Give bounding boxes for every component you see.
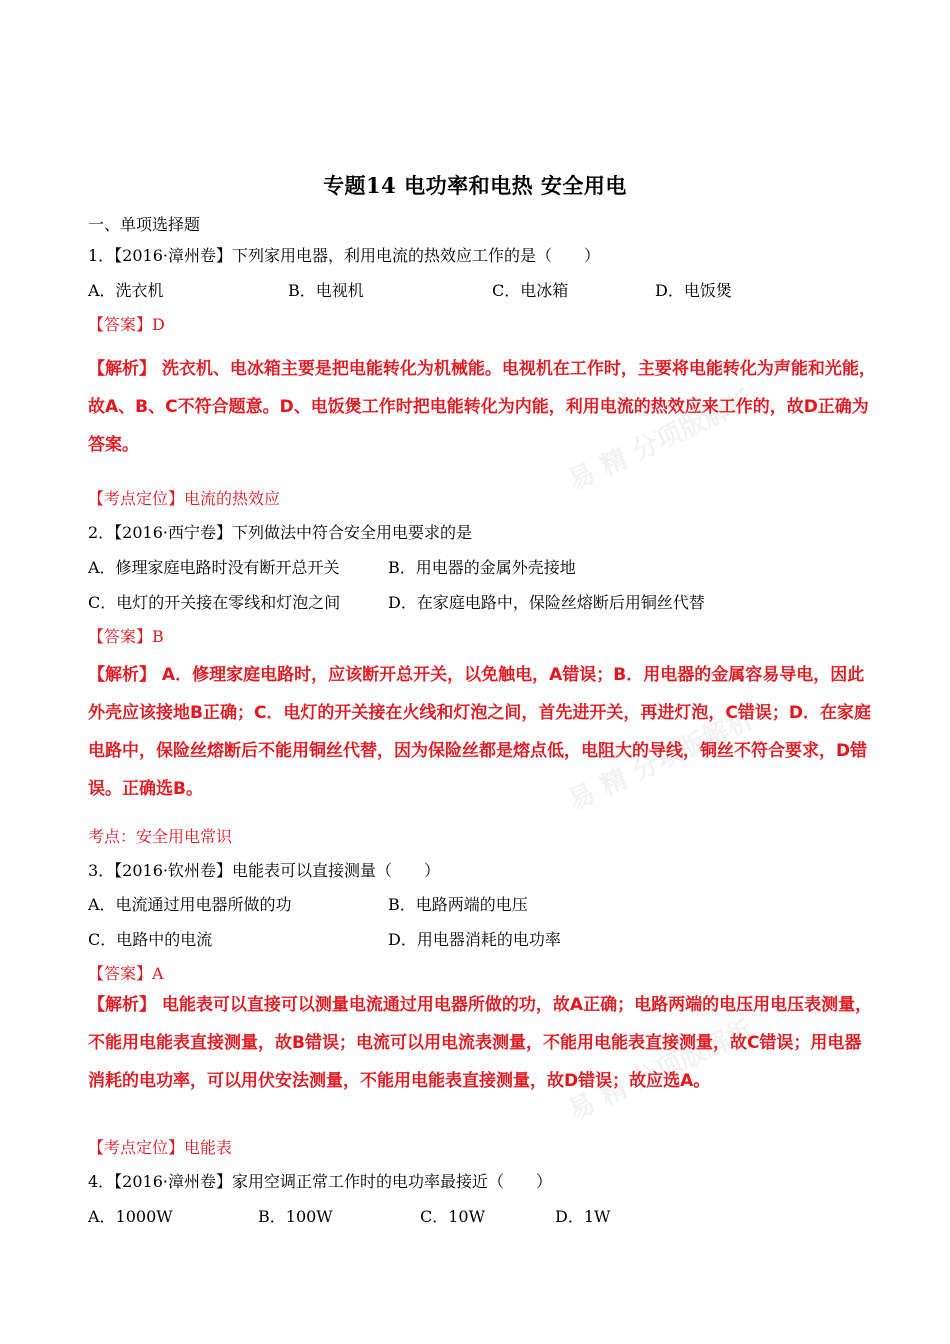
question-2-point: 考点：安全用电常识 <box>88 827 233 846</box>
question-4-option-a: A．1000W <box>88 1207 173 1226</box>
question-3-option-d: D．用电器消耗的电功率 <box>388 930 561 949</box>
question-3-option-a: A．电流通过用电器所做的功 <box>88 895 292 914</box>
question-4-option-d: D．1W <box>555 1207 611 1226</box>
question-3-analysis: 【解析】 电能表可以直接可以测量电流通过用电器所做的功，故A正确；电路两端的电压用电压表测量，不能用电能表直接测量，故B错误；电流可以用电流表测量，不能用电能表直接测量，故C错误；用电器消耗的电功率，可以用伏安法测量，不能用电能表直接测量，故D错误；故应选A。 <box>88 995 873 1091</box>
question-2-analysis: 【解析】 A．修理家庭电路时，应该断开总开关，以免触电，A错误；B．用电器的金属容易导电，因此外壳应该接地B正确；C．电灯的开关接在火线和灯泡之间，首先进开关，再进灯泡，C错误；D．在家庭电路中，保险丝熔断后不能用铜丝代替，因为保险丝都是熔点低，电阻大的导线，铜丝不符合要求，D错误。正确选B。 <box>88 665 872 799</box>
question-1-analysis: 【解析】 洗衣机、电冰箱主要是把电能转化为机械能。电视机在工作时，主要将电能转化为声能和光能，故A、B、C不符合题意。D、电饭煲工作时把电能转化为内能，利用电流的热效应来工作的，故D正确为答案。 <box>88 359 876 455</box>
question-4-option-b: B．100W <box>258 1207 333 1226</box>
watermark: 易 精 分项版解析 <box>564 384 759 497</box>
question-2-option-a: A．修理家庭电路时没有断开总开关 <box>88 558 340 577</box>
watermark: 易 精 分项版解析 <box>564 1014 759 1127</box>
question-3-option-c: C．电路中的电流 <box>88 930 213 949</box>
page-title: 专题14 电功率和电热 安全用电 <box>323 173 627 198</box>
question-1-option-d: D．电饭煲 <box>655 281 732 300</box>
question-2-stem: 2．【2016·西宁卷】下列做法中符合安全用电要求的是 <box>88 523 472 542</box>
question-1-option-c: C．电冰箱 <box>492 281 569 300</box>
question-1-option-b: B．电视机 <box>288 281 364 300</box>
question-1-stem: 1．【2016·漳州卷】下列家用电器，利用电流的热效应工作的是（ ） <box>88 246 600 265</box>
question-2-option-b: B．用电器的金属外壳接地 <box>388 558 576 577</box>
question-2-answer: 【答案】B <box>88 627 164 646</box>
section-heading: 一、单项选择题 <box>88 215 201 234</box>
question-2-option-d: D．在家庭电路中，保险丝熔断后用铜丝代替 <box>388 593 705 612</box>
question-1-point: 【考点定位】电流的热效应 <box>88 489 281 508</box>
question-3-option-b: B．电路两端的电压 <box>388 895 528 914</box>
question-3-stem: 3．【2016·钦州卷】电能表可以直接测量（ ） <box>88 861 440 880</box>
question-4-stem: 4．【2016·漳州卷】家用空调正常工作时的电功率最接近（ ） <box>88 1172 552 1191</box>
question-3-answer: 【答案】A <box>88 964 164 983</box>
question-1-answer: 【答案】D <box>88 315 165 334</box>
question-3-point: 【考点定位】电能表 <box>88 1138 233 1157</box>
question-2-option-c: C．电灯的开关接在零线和灯泡之间 <box>88 593 341 612</box>
question-1-option-a: A．洗衣机 <box>88 281 164 300</box>
watermark: 易 精 分项版解析 <box>564 704 759 817</box>
question-4-option-c: C．10W <box>420 1207 486 1226</box>
